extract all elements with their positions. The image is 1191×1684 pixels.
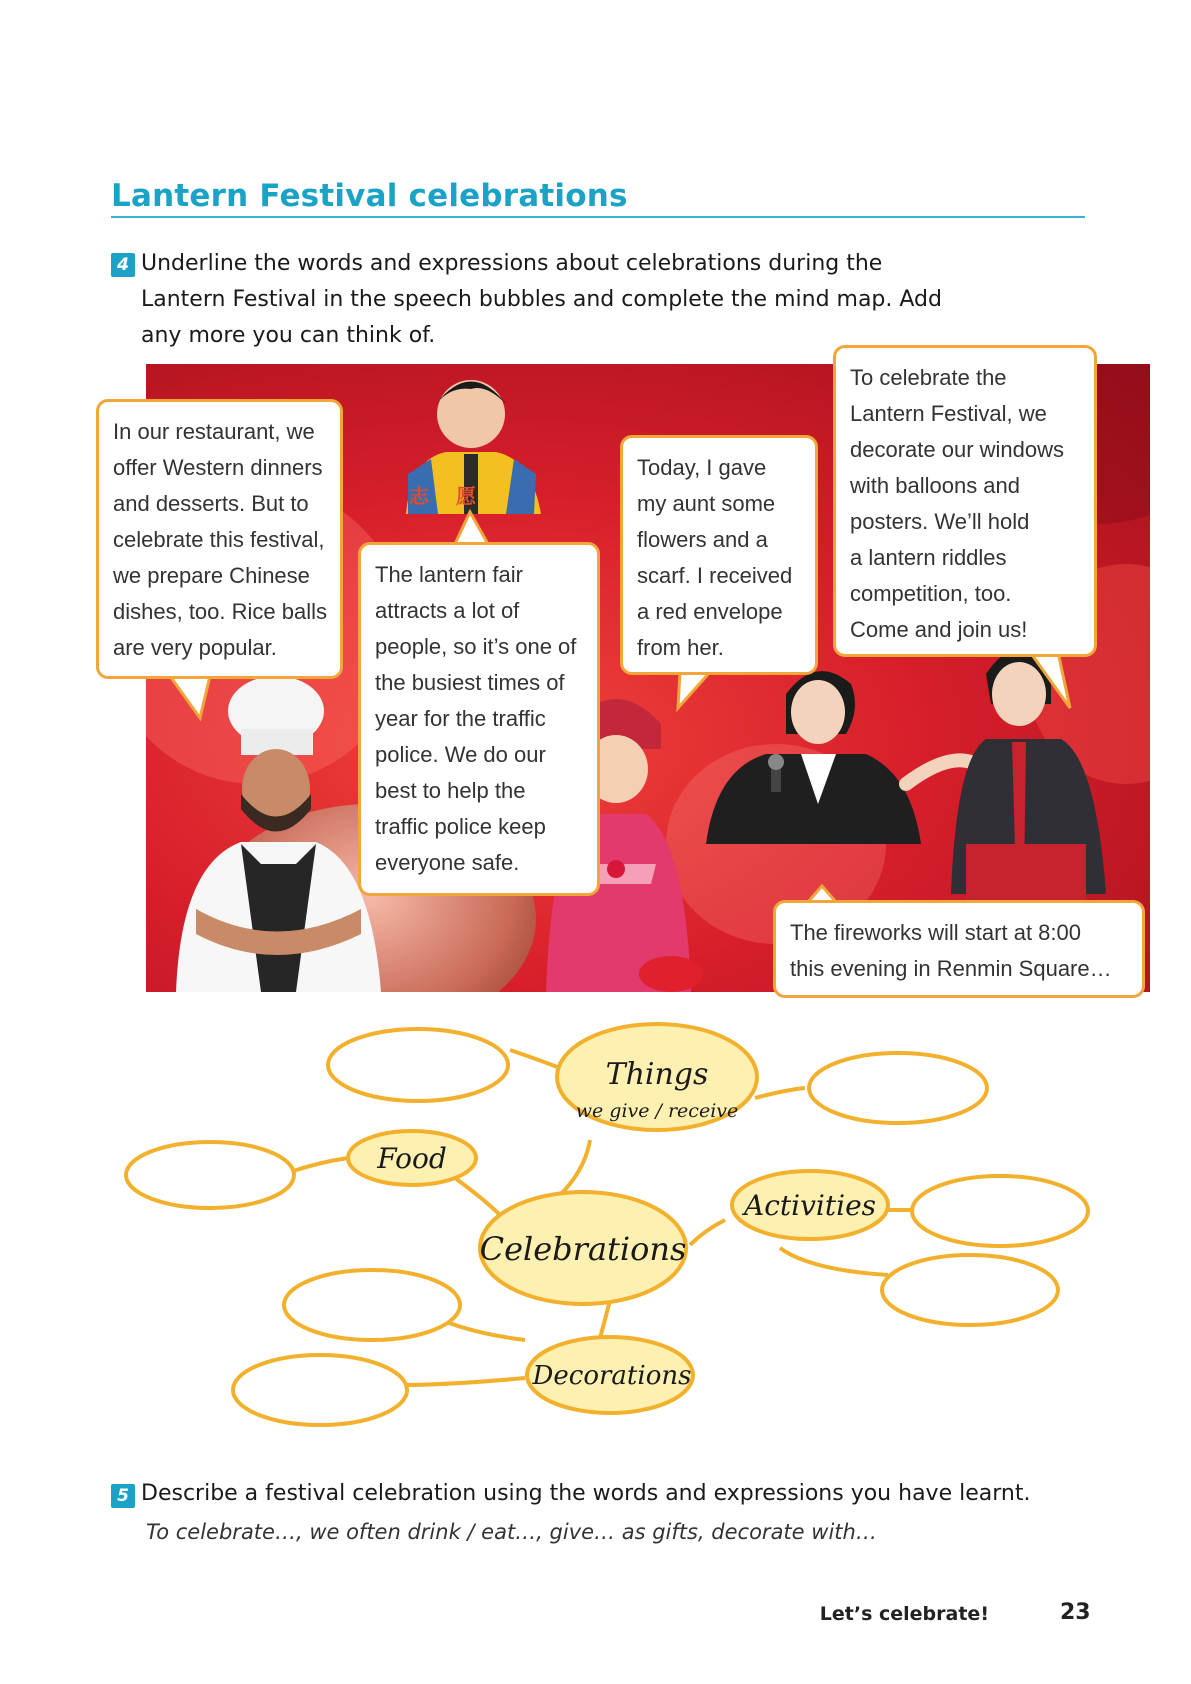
things-sublabel: we give / receive — [575, 1100, 739, 1122]
vest-characters: 志 愿 — [409, 484, 486, 508]
exercise-5-instruction: Describe a festival celebration using the words and expressions you have learnt. — [141, 1481, 1031, 1506]
blank-oval-lower-left — [284, 1270, 460, 1340]
blank-oval-right-lower — [882, 1255, 1058, 1325]
unit-title: Let’s celebrate! — [819, 1603, 989, 1625]
blank-oval-top-left — [328, 1029, 508, 1101]
exercise-5-example: To celebrate…, we often drink / eat…, give… as gifts, decorate with… — [146, 1520, 877, 1544]
girl-bubble-text: Today, I gave my aunt some flowers and a scarf. I received a red envelope from her. — [637, 455, 793, 660]
blank-oval-far-left — [126, 1142, 294, 1208]
chef-bubble-text: In our restaurant, we offer Western dinners and desserts. But to celebrate this festival, we prepare Chinese dishes, too. Rice balls are very popular. — [113, 419, 327, 660]
page-number: 23 — [1060, 1600, 1091, 1625]
things-label: Things — [605, 1057, 709, 1092]
reporter-bubble-text: The fireworks will start at 8:00 this evening in Renmin Square… — [790, 920, 1112, 981]
decorations-label: Decorations — [532, 1361, 692, 1391]
center-label: Celebrations — [479, 1230, 687, 1268]
blank-oval-right-upper — [912, 1176, 1088, 1246]
staff-bubble-text: To celebrate the Lantern Festival, we decorate our windows with balloons and posters. We’ll hold a lantern riddles competition, too. Come and join us! — [850, 365, 1065, 642]
volunteer-bubble-text: The lantern fair attracts a lot of people, so it’s one of the busiest times of year for the traffic police. We do our best to help the traffic police keep everyone safe. — [375, 562, 577, 875]
section-title: Lantern Festival celebrations — [111, 178, 628, 214]
activities-label: Activities — [743, 1189, 877, 1222]
exercise-4-number: 4 — [111, 253, 135, 277]
blank-oval-bottom-left — [233, 1355, 407, 1425]
exercise-5-number: 5 — [111, 1484, 135, 1508]
food-label: Food — [377, 1142, 447, 1175]
exercise-4-instruction: Underline the words and expressions about celebrations during the Lantern Festival in the speech bubbles and complete the mind map. Add any more you can think of. — [141, 251, 942, 348]
blank-oval-top-right — [809, 1053, 987, 1123]
